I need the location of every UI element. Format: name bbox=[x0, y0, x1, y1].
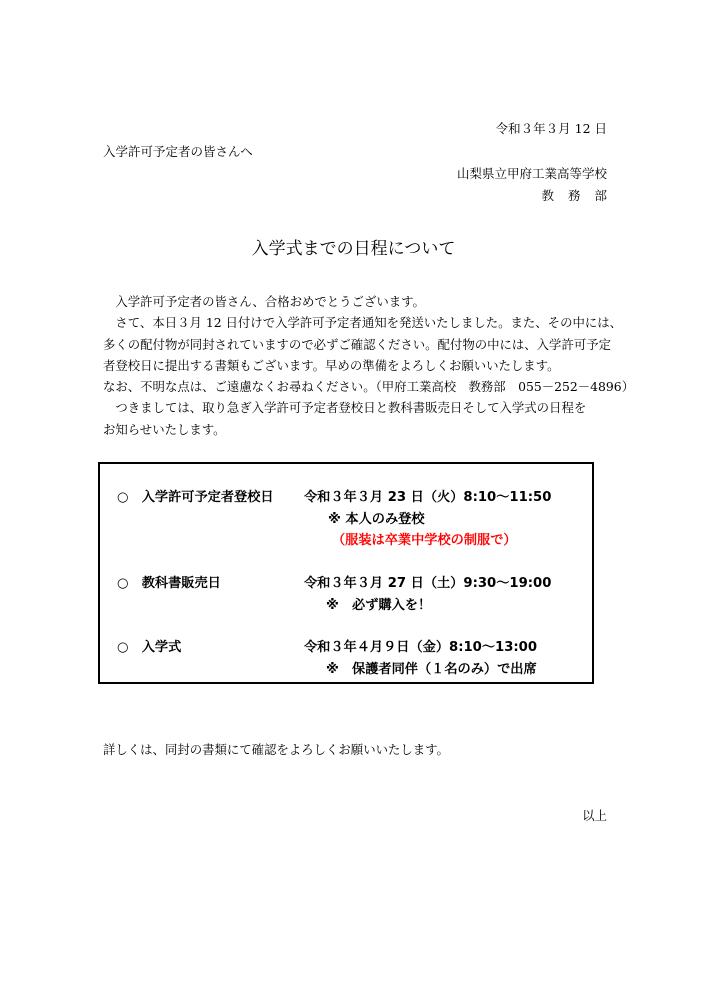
body-line: 者登校日に提出する書類もございます。早めの準備をよろしくお願いいたします。 bbox=[103, 357, 560, 373]
body-line: なお、不明な点は、ご遠慮なくお尋ねください。（甲府工業高校 教務部 055－252－4896） bbox=[103, 379, 635, 395]
document-date: 令和３年３月 12 日 bbox=[495, 121, 607, 136]
schedule-note-emphasis: （服装は卒業中学校の制服で） bbox=[332, 533, 517, 548]
schedule-label: ○ 入学許可予定者登校日 bbox=[117, 490, 274, 505]
body-line: 多くの配付物が同封されていますので必ずご確認ください。配付物の中には、入学許可予定 bbox=[103, 336, 612, 352]
document-title: 入学式までの日程について bbox=[251, 239, 456, 259]
body-line: つきましては、取り急ぎ入学許可予定者登校日と教科書販売日そして入学式の日程を bbox=[115, 400, 587, 416]
body-line: お知らせいたします。 bbox=[103, 421, 226, 437]
schedule-note: ※ 必ず購入を！ bbox=[326, 598, 432, 613]
schedule-note: ※ 本人のみ登校 bbox=[328, 512, 425, 527]
body-line: さて、本日３月 12 日付けで入学許可予定者通知を発送いたしました。また、その中には、 bbox=[115, 315, 623, 331]
body-line: 入学許可予定者の皆さん、合格おめでとうございます。 bbox=[115, 294, 425, 309]
schedule-label: ○ 教科書販売日 bbox=[117, 576, 221, 591]
body-text bbox=[103, 291, 635, 440]
department-name: 教務部 bbox=[541, 188, 621, 203]
school-name: 山梨県立甲府工業高等学校 bbox=[456, 166, 607, 181]
closing-text: 詳しくは、同封の書類にて確認をよろしくお願いいたします。 bbox=[103, 742, 449, 757]
schedule-datetime: 令和３年４月９日（金）8:10～13:00 bbox=[304, 640, 538, 655]
schedule-label: ○ 入学式 bbox=[117, 640, 182, 655]
addressee: 入学許可予定者の皆さんへ bbox=[103, 144, 253, 159]
schedule-note: ※ 保護者同伴（１名のみ）で出席 bbox=[326, 662, 537, 677]
schedule-datetime: 令和３年３月 27 日（土）9:30～19:00 bbox=[304, 576, 552, 591]
end-mark: 以上 bbox=[582, 808, 607, 823]
schedule-datetime: 令和３年３月 23 日（火）8:10～11:50 bbox=[304, 490, 552, 505]
